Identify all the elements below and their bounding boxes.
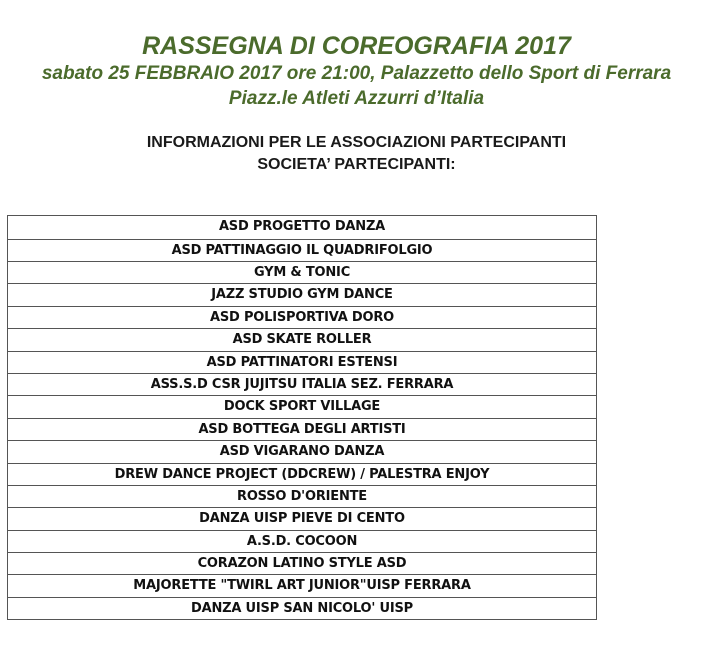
event-venue: Piazz.le Atleti Azzurri d’Italia	[228, 88, 485, 109]
table-row: ASD PATTINATORI ESTENSI	[8, 352, 596, 374]
event-title: RASSEGNA DI COREOGRAFIA 2017	[142, 32, 571, 60]
table-row: ASD VIGARANO DANZA	[8, 441, 596, 463]
table-row: ASD POLISPORTIVA DORO	[8, 307, 596, 329]
societies-heading: SOCIETA’ PARTECIPANTI:	[257, 156, 456, 173]
table-row: ASD BOTTEGA DEGLI ARTISTI	[8, 419, 596, 441]
table-row: ROSSO D'ORIENTE	[8, 486, 596, 508]
table-row: ASD PATTINAGGIO IL QUADRIFOLGIO	[8, 240, 596, 262]
table-row: A.S.D. COCOON	[8, 531, 596, 553]
table-row: DOCK SPORT VILLAGE	[8, 396, 596, 418]
table-row: MAJORETTE "TWIRL ART JUNIOR"UISP FERRARA	[8, 575, 596, 597]
table-row: JAZZ STUDIO GYM DANCE	[8, 284, 596, 306]
table-row: DREW DANCE PROJECT (DDCREW) / PALESTRA ENJOY	[8, 464, 596, 486]
table-row: ASS.S.D CSR JUJITSU ITALIA SEZ. FERRARA	[8, 374, 596, 396]
table-row: DANZA UISP PIEVE DI CENTO	[8, 508, 596, 530]
table-row: DANZA UISP SAN NICOLO' UISP	[8, 598, 596, 620]
event-date-location: sabato 25 FEBBRAIO 2017 ore 21:00, Palazzetto dello Sport di Ferrara	[41, 63, 672, 84]
table-row: ASD SKATE ROLLER	[8, 329, 596, 351]
table-row: GYM & TONIC	[8, 262, 596, 284]
info-heading: INFORMAZIONI PER LE ASSOCIAZIONI PARTECIPANTI	[146, 134, 567, 151]
table-row: CORAZON LATINO STYLE ASD	[8, 553, 596, 575]
table-row: ASD PROGETTO DANZA	[8, 216, 596, 240]
societies-table	[7, 215, 597, 620]
